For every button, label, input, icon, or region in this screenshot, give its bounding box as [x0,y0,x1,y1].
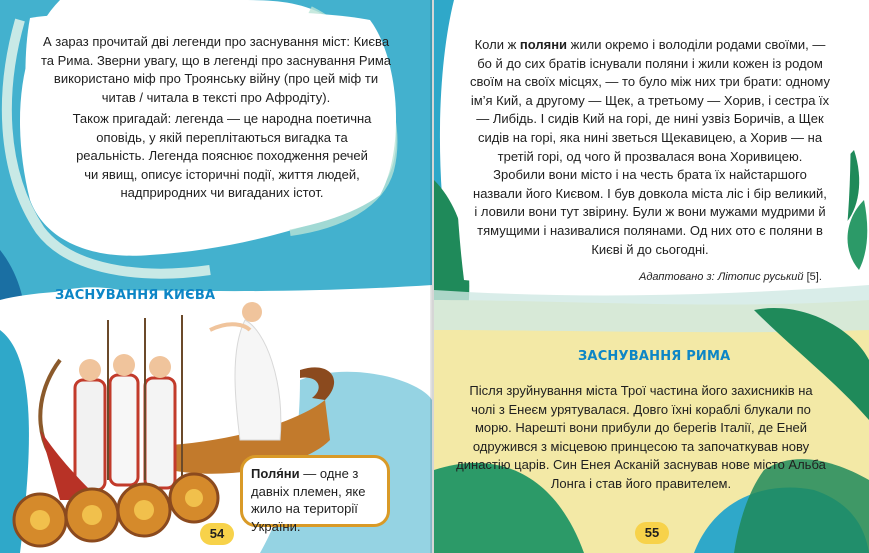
kyiv-legend-text [470,36,830,259]
rome-legend-text: Після зруйнування міста Трої частина його захисників на чолі з Енеєм урятувалася. Довго їхні кораблі блукали по морю. Нарешті вони прибули до берегів Італії, де Еней одружився з місцевою принцесою та започаткував нову династію царів. Син Енея Асканій заснував нове місто Альба Лонга і став його правителем. [456,383,826,491]
page-number-right: 55 [635,522,669,544]
page-54 [0,0,432,553]
source-prefix: Адаптовано з: Літопис руський [639,271,804,283]
callout-definition: — одне з давніх племен, яке жило на території України. [251,466,366,534]
page-number-left: 54 [200,523,234,545]
callout-term: Поля́ни [251,466,300,481]
kyiv-legend-start: Коли ж [474,37,520,52]
heading-kyiv-founding: ЗАСНУВАННЯ КИЄВА [55,288,216,303]
page-55 [434,0,869,553]
intro-paragraph-2: Також пригадай: легенда — це народна поетична оповідь, у якій переплітаються вигадка та реальність. Легенда пояснює походження речей чи явищ, описує історичні події, життя людей, надприродних чи вигаданих істот. [72,111,372,200]
glossary-callout [240,455,390,534]
kyiv-legend-rest: жили окремо і володіли родами своїми, — бо й до сих братів існували поляни і жили кожен із родом своїм на своїх місцях, — то було між них три брати: одному ім’я Кий, а другому — Щек, а третьому — Хорив, і сестра їх — Либідь. І сидів Кий на горі, де нині узвіз Боричів, а Щек сидів на горі, яка нині зветься Щекавицею, а Хорив — на третій горі, од чого й прозвалася вона Хоривицею. Зробили вони місто і на честь брата їх найстаршого назвали його Києвом. І був довкола міста ліс і бір великий, і ловили вони тут звірину. Були ж вони мужами мудрими й тямущими і називалися полянами. Од них ото є поляни в Києві й до сьогодні. [470,37,830,257]
heading-rome-founding: ЗАСНУВАННЯ РИМА [578,349,731,364]
intro-paragraph-1: А зараз прочитай дві легенди про заснування міст: Києва та Рима. Зверни увагу, що в легенді про заснування Рима використано міф про Троянську війну (про цей міф ти читав / читала в тексті про Афродіту). [40,34,391,105]
source-citation [639,271,822,283]
source-reference: [5]. [803,271,822,283]
kyiv-legend-term: поляни [519,37,568,52]
